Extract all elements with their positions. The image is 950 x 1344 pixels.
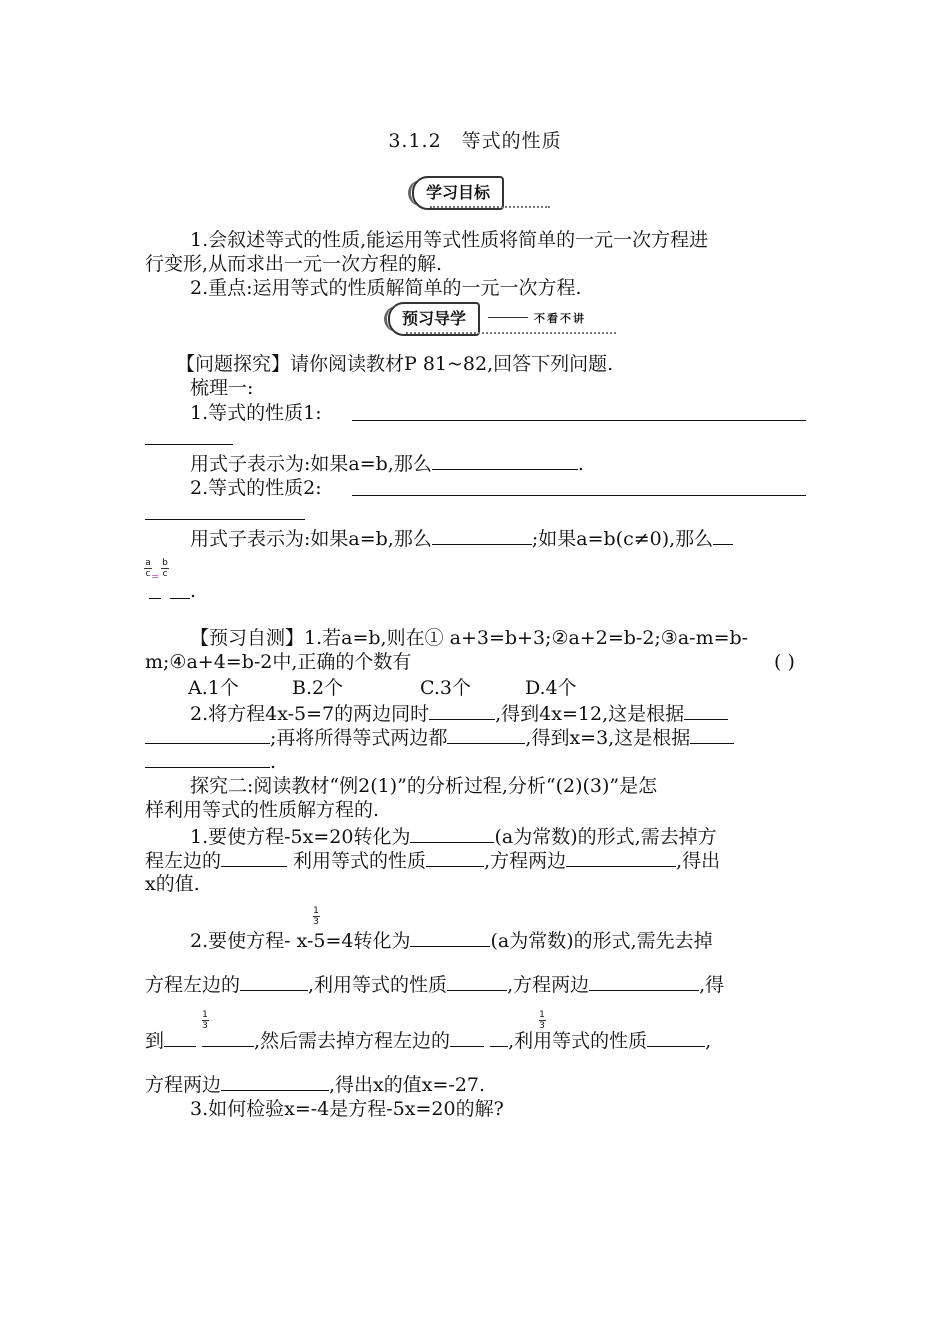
item1-b2: 利用等式的性质	[287, 850, 427, 872]
learning-goals-banner	[412, 176, 552, 210]
selftest-q1-paren[interactable]: ( )	[774, 651, 795, 673]
option-d[interactable]: D.4个	[525, 677, 577, 699]
item1-c: x的值.	[145, 873, 200, 895]
goal-1-line-b: 行变形,从而求出一元一次方程的解.	[145, 253, 443, 275]
selftest-q2-a1: 2.将方程4x-5=7的两边同时	[190, 703, 430, 725]
fraction-one-third	[311, 906, 321, 927]
selftest-q2-blank-2[interactable]	[684, 701, 728, 720]
selftest-q2-a2: ,得到4x=12,这是根据	[495, 703, 685, 725]
item2-blank-7[interactable]	[647, 1028, 705, 1047]
property-1-label: 1.等式的性质1:	[190, 402, 322, 424]
selftest-q2-b2: ,得到x=3,这是根据	[525, 727, 691, 749]
property-2-expr-blank-2[interactable]	[713, 526, 733, 545]
numerator-1: 1	[539, 1010, 545, 1020]
property-1-blank[interactable]	[352, 420, 806, 421]
property-2-expr-b: ;如果a=b(c≠0),那么	[531, 528, 714, 550]
period: .	[577, 453, 584, 475]
property-2-blank-cont[interactable]	[145, 519, 305, 520]
item2-c4: ,	[705, 1030, 712, 1052]
explore2-intro-b: 样利用等式的性质解方程的.	[145, 799, 380, 821]
item2-b4: ,得	[699, 974, 725, 996]
item2-b1: 方程左边的	[145, 974, 241, 996]
numerator-a: a	[145, 558, 151, 568]
section-1-label: 梳理一:	[190, 377, 254, 399]
numerator-b: b	[162, 558, 168, 568]
numerator-1: 1	[202, 1010, 208, 1020]
selftest-q2-blank-2-cont[interactable]	[145, 725, 270, 744]
item2-blank-3[interactable]	[447, 972, 507, 991]
item2-blank-2[interactable]	[240, 972, 308, 991]
preview-guide-label: 预习导学	[388, 302, 480, 336]
numerator-1: 1	[313, 906, 319, 916]
item2-blank-6[interactable]	[450, 1028, 484, 1047]
item2-b3: ,方程两边	[507, 974, 590, 996]
denominator-c: c	[145, 569, 151, 579]
banner-dotted-line	[430, 206, 550, 208]
property-2-expr-a: 用式子表示为:如果a=b,那么	[190, 528, 432, 550]
item1-blank-1[interactable]	[410, 824, 494, 843]
item2-d1: 方程两边	[145, 1074, 222, 1096]
item2-blank-4[interactable]	[589, 972, 699, 991]
item2-blank-1[interactable]	[410, 928, 490, 947]
selftest-q2-blank-1[interactable]	[429, 701, 495, 720]
goal-1-line-a: 1.会叙述等式的性质,能运用等式性质将简单的一元一次方程进	[190, 229, 709, 251]
item2-b2: ,利用等式的性质	[308, 974, 448, 996]
denominator-3: 3	[313, 917, 319, 927]
property-1-expr: 用式子表示为:如果a=b,那么	[190, 453, 432, 475]
item1-b1: 程左边的	[145, 850, 222, 872]
fraction-equals: =	[151, 572, 160, 583]
denominator-3: 3	[202, 1021, 208, 1031]
fraction-b-over-c	[160, 558, 170, 579]
item2-d2: ,得出x的值x=-27.	[329, 1074, 486, 1096]
option-b[interactable]: B.2个	[292, 677, 344, 699]
item1-a2: (a为常数)的形式,需去掉方	[494, 826, 717, 848]
item2-c2: ,然后需去掉方程左边的	[254, 1030, 451, 1052]
denominator-3: 3	[539, 1021, 545, 1031]
fraction-blank-2[interactable]	[170, 598, 190, 599]
item2-blank-5[interactable]	[164, 1028, 196, 1047]
selftest-q1-line-b: m;④a+4=b-2中,正确的个数有	[145, 651, 412, 673]
item3: 3.如何检验x=-4是方程-5x=20的解?	[190, 1098, 504, 1120]
goal-2: 2.重点:运用等式的性质解简单的一元一次方程.	[190, 277, 582, 299]
banner-dotted-line	[406, 332, 616, 334]
item2-c3: ,利用等式的性质	[508, 1030, 648, 1052]
option-c[interactable]: C.3个	[420, 677, 471, 699]
selftest-q2-blank-3[interactable]	[447, 725, 525, 744]
item1-blank-3[interactable]	[426, 848, 484, 867]
explore2-intro-a: 探究二:阅读教材“例2(1)”的分析过程,分析“(2)(3)”是怎	[190, 775, 658, 797]
item2-a3: (a为常数)的形式,需先去掉	[490, 930, 713, 952]
denominator-c: c	[162, 569, 168, 579]
property-2-blank[interactable]	[352, 495, 806, 496]
learning-goals-label: 学习目标	[412, 176, 504, 210]
explore-intro: 【问题探究】请你阅读教材P 81~82,回答下列问题.	[176, 353, 614, 375]
item2-blank-8[interactable]	[221, 1072, 329, 1091]
preview-guide-banner	[388, 302, 618, 336]
selftest-q2-b1: ;再将所得等式两边都	[270, 727, 448, 749]
fraction-blank-1[interactable]	[149, 598, 161, 599]
option-a[interactable]: A.1个	[188, 677, 239, 699]
preview-guide-sub: 不看不讲	[534, 312, 586, 325]
period: .	[270, 751, 277, 773]
item1-blank-2[interactable]	[221, 848, 287, 867]
fraction-one-third-2	[200, 1010, 210, 1031]
selftest-q1-line-a: 【预习自测】1.若a=b,则在① a+3=b+3;②a+2=b-2;③a-m=b-	[190, 627, 749, 649]
item2-a1: 2.要使方程-	[190, 930, 291, 952]
page-title: 3.1.2 等式的性质	[388, 130, 562, 152]
banner-dash-line	[488, 317, 528, 318]
item2-blank-6b[interactable]	[490, 1028, 508, 1047]
property-2-label: 2.等式的性质2:	[190, 477, 322, 499]
selftest-q2-blank-4[interactable]	[690, 725, 734, 744]
item1-blank-4[interactable]	[566, 848, 676, 867]
property-2-expr-blank-1[interactable]	[432, 526, 532, 545]
item1-b4: ,得出	[676, 850, 721, 872]
item1-b3: ,方程两边	[484, 850, 567, 872]
property-1-expr-blank[interactable]	[432, 451, 578, 470]
selftest-q2-blank-4-cont[interactable]	[145, 749, 270, 768]
property-1-blank-cont[interactable]	[145, 444, 233, 445]
item2-a2: x-5=4转化为	[296, 930, 411, 952]
fraction-period: .	[190, 580, 197, 602]
item1-a1: 1.要使方程-5x=20转化为	[190, 826, 411, 848]
item2-c1: 到	[145, 1030, 165, 1052]
fraction-one-third-3	[537, 1010, 547, 1031]
